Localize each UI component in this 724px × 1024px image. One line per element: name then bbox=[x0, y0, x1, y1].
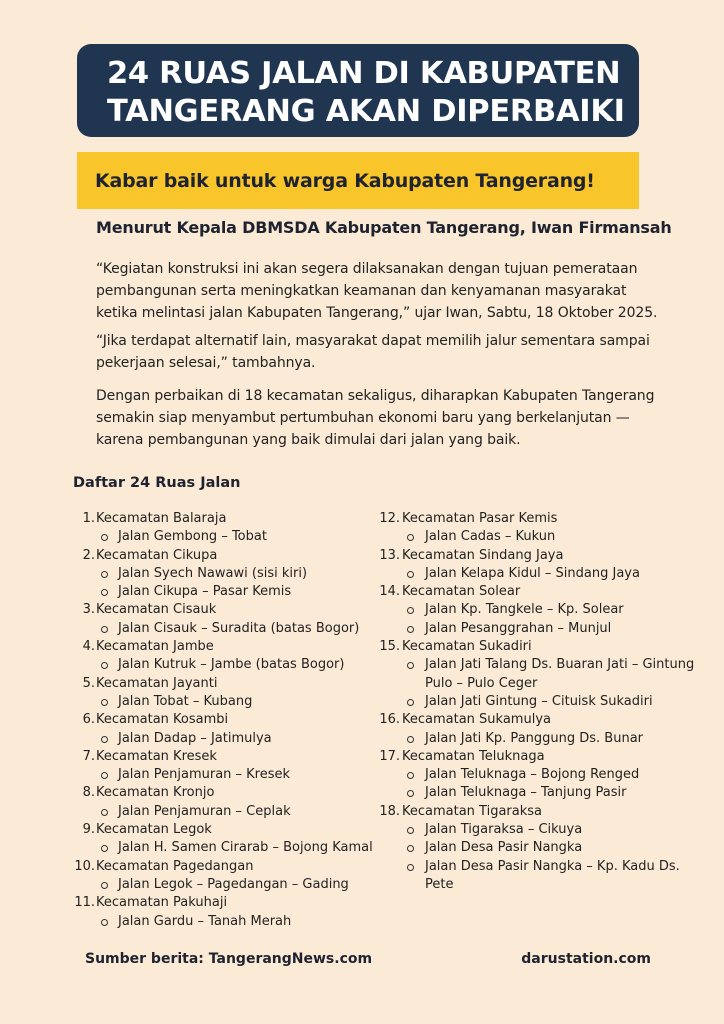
item-number: 9. bbox=[82, 822, 95, 838]
road-item: Jalan Jati Talang Ds. Buaran Jati – Gintung Pulo – Pulo Ceger bbox=[376, 656, 696, 693]
kecamatan-name: Kecamatan Legok bbox=[96, 822, 212, 838]
footer-source: Sumber berita: TangerangNews.com bbox=[85, 951, 373, 967]
kecamatan-name: Kecamatan Jambe bbox=[96, 639, 214, 655]
kecamatan-heading bbox=[73, 638, 373, 656]
list-item bbox=[73, 821, 373, 858]
highlight-banner bbox=[77, 152, 639, 209]
road-item: Jalan Dadap – Jatimulya bbox=[73, 730, 373, 748]
title-box bbox=[77, 44, 639, 137]
kecamatan-heading bbox=[73, 711, 373, 729]
item-number: 1. bbox=[82, 511, 95, 526]
list-item bbox=[376, 711, 696, 748]
kecamatan-heading bbox=[73, 547, 373, 565]
kecamatan-heading bbox=[376, 711, 696, 729]
kecamatan-heading bbox=[73, 510, 373, 528]
road-item: Jalan Cikupa – Pasar Kemis bbox=[73, 583, 373, 601]
road-item: Jalan Desa Pasir Nangka bbox=[376, 839, 696, 857]
road-item: Jalan Teluknaga – Tanjung Pasir bbox=[376, 784, 696, 802]
kecamatan-name: Kecamatan Cisauk bbox=[96, 602, 217, 618]
list-item bbox=[376, 583, 696, 638]
kecamatan-heading bbox=[376, 803, 696, 821]
road-item: Jalan Teluknaga – Bojong Renged bbox=[376, 766, 696, 784]
list-item bbox=[376, 748, 696, 803]
list-item bbox=[376, 547, 696, 584]
road-item: Jalan Legok – Pagedangan – Gading bbox=[73, 876, 373, 894]
road-item: Jalan Pesanggrahan – Munjul bbox=[376, 620, 696, 638]
list-item bbox=[376, 510, 696, 547]
kecamatan-name: Kecamatan Tigaraksa bbox=[402, 803, 543, 819]
list-item bbox=[73, 748, 373, 785]
item-number: 2. bbox=[82, 547, 95, 563]
kecamatan-name: Kecamatan Balaraja bbox=[96, 511, 227, 526]
list-item bbox=[73, 894, 373, 931]
kecamatan-name: Kecamatan Sindang Jaya bbox=[402, 547, 564, 563]
item-number: 10. bbox=[74, 858, 95, 874]
kecamatan-name: Kecamatan Kosambi bbox=[96, 712, 229, 728]
kecamatan-name: Kecamatan Kronjo bbox=[96, 785, 215, 801]
title-line-2: TANGERANG AKAN DIPERBAIKI bbox=[107, 94, 625, 129]
item-number: 17. bbox=[379, 748, 400, 764]
kecamatan-name: Kecamatan Jayanti bbox=[96, 675, 218, 691]
kecamatan-name: Kecamatan Sukadiri bbox=[402, 639, 532, 655]
road-item: Jalan Jati Gintung – Cituisk Sukadiri bbox=[376, 693, 696, 711]
item-number: 16. bbox=[379, 712, 400, 728]
item-number: 18. bbox=[379, 803, 400, 819]
kecamatan-name: Kecamatan Pasar Kemis bbox=[402, 511, 558, 526]
kecamatan-heading bbox=[73, 675, 373, 693]
paragraph-closing: Dengan perbaikan di 18 kecamatan sekaligus, diharapkan Kabupaten Tangerang semakin siap menyambut pertumbuhan ekonomi baru yang berkelanjutan — karena pembangunan yang baik dimulai dari jalan yang baik. bbox=[96, 388, 655, 448]
kecamatan-name: Kecamatan Teluknaga bbox=[402, 748, 545, 764]
road-item: Jalan Penjamuran – Kresek bbox=[73, 766, 373, 784]
road-item: Jalan Tobat – Kubang bbox=[73, 693, 373, 711]
footer-site: darustation.com bbox=[521, 951, 651, 967]
item-number: 14. bbox=[379, 584, 400, 600]
road-item: Jalan Kp. Tangkele – Kp. Solear bbox=[376, 601, 696, 619]
list-title: Daftar 24 Ruas Jalan bbox=[73, 475, 241, 491]
list-item bbox=[73, 784, 373, 821]
item-number: 5. bbox=[82, 675, 95, 691]
kecamatan-heading bbox=[73, 894, 373, 912]
kecamatan-name: Kecamatan Pakuhaji bbox=[96, 895, 228, 911]
banner-text: Kabar baik untuk warga Kabupaten Tangerang! bbox=[95, 170, 595, 192]
kecamatan-name: Kecamatan Sukamulya bbox=[402, 712, 551, 728]
road-item: Jalan Cisauk – Suradita (batas Bogor) bbox=[73, 620, 373, 638]
kecamatan-heading bbox=[73, 858, 373, 876]
road-item: Jalan Kutruk – Jambe (batas Bogor) bbox=[73, 656, 373, 674]
road-item: Jalan Syech Nawawi (sisi kiri) bbox=[73, 565, 373, 583]
list-item bbox=[73, 675, 373, 712]
kecamatan-heading bbox=[73, 821, 373, 839]
list-item bbox=[73, 547, 373, 602]
kecamatan-heading bbox=[376, 638, 696, 656]
road-item: Jalan Tigaraksa – Cikuya bbox=[376, 821, 696, 839]
kecamatan-heading bbox=[73, 748, 373, 766]
list-column-left bbox=[73, 510, 373, 931]
kecamatan-heading bbox=[376, 748, 696, 766]
kecamatan-heading bbox=[73, 601, 373, 619]
paragraph-quote-1: “Kegiatan konstruksi ini akan segera dilaksanakan dengan tujuan pemerataan pembangunan serta meningkatkan keamanan dan kenyamanan masyarakat ketika melintasi jalan Kabupaten Tangerang,” ujar Iwan, Sabtu, 18 Oktober 2025. bbox=[96, 261, 658, 321]
item-number: 7. bbox=[82, 748, 95, 764]
road-item: Jalan Desa Pasir Nangka – Kp. Kadu Ds. Pete bbox=[376, 858, 696, 895]
kecamatan-heading bbox=[376, 510, 696, 528]
kecamatan-name: Kecamatan Cikupa bbox=[96, 547, 218, 563]
list-item bbox=[73, 638, 373, 675]
road-item: Jalan Cadas – Kukun bbox=[376, 528, 696, 546]
road-item: Jalan H. Samen Cirarab – Bojong Kamal bbox=[73, 839, 373, 857]
road-item: Jalan Jati Kp. Panggung Ds. Bunar bbox=[376, 730, 696, 748]
subheading: Menurut Kepala DBMSDA Kabupaten Tangerang, Iwan Firmansah bbox=[96, 218, 672, 237]
item-number: 3. bbox=[82, 602, 95, 618]
list-item bbox=[73, 711, 373, 748]
item-number: 12. bbox=[379, 511, 400, 526]
item-number: 4. bbox=[82, 639, 95, 655]
road-item: Jalan Penjamuran – Ceplak bbox=[73, 803, 373, 821]
list-item bbox=[73, 510, 373, 547]
item-number: 6. bbox=[82, 712, 95, 728]
list-item bbox=[376, 638, 696, 711]
kecamatan-name: Kecamatan Solear bbox=[402, 584, 521, 600]
title-line-1: 24 RUAS JALAN DI KABUPATEN bbox=[107, 56, 621, 91]
kecamatan-name: Kecamatan Kresek bbox=[96, 748, 217, 764]
list-item bbox=[73, 601, 373, 638]
item-number: 11. bbox=[74, 895, 95, 911]
road-item: Jalan Gembong – Tobat bbox=[73, 528, 373, 546]
kecamatan-heading bbox=[73, 784, 373, 802]
list-item bbox=[376, 803, 696, 894]
kecamatan-name: Kecamatan Pagedangan bbox=[96, 858, 254, 874]
road-item: Jalan Gardu – Tanah Merah bbox=[73, 913, 373, 931]
kecamatan-heading bbox=[376, 583, 696, 601]
item-number: 8. bbox=[82, 785, 95, 801]
kecamatan-heading bbox=[376, 547, 696, 565]
list-item bbox=[73, 858, 373, 895]
road-item: Jalan Kelapa Kidul – Sindang Jaya bbox=[376, 565, 696, 583]
paragraph-quote-2: “Jika terdapat alternatif lain, masyarakat dapat memilih jalur sementara sampai pekerjaan selesai,” tambahnya. bbox=[96, 333, 650, 371]
item-number: 13. bbox=[379, 547, 400, 563]
list-column-right bbox=[376, 510, 696, 894]
item-number: 15. bbox=[379, 639, 400, 655]
